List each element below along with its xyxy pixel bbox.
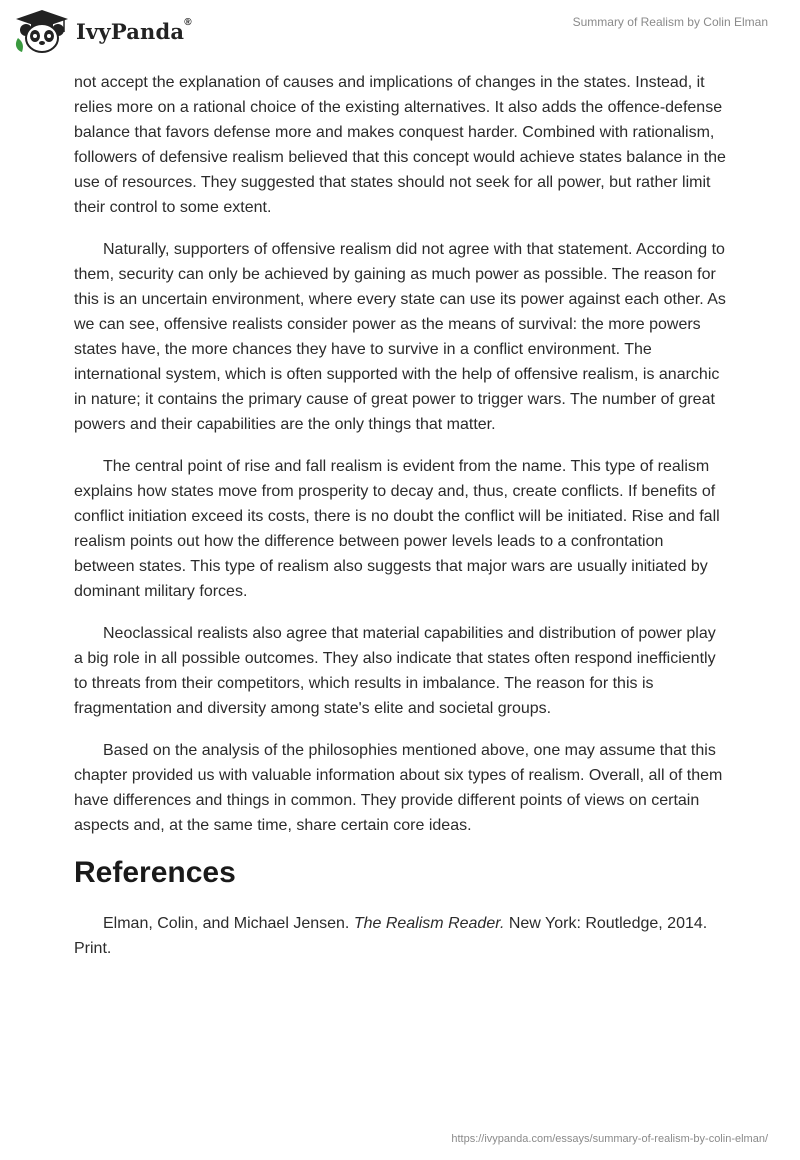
reference-authors: Elman, Colin, and Michael Jensen.	[103, 915, 350, 932]
body-paragraph: The central point of rise and fall realism is evident from the name. This type of realism explains how states move from prosperity to decay and, thus, create conflicts. If benefits of conflict initiation exceed its costs, there is no doubt the conflict will be initiated. Rise and fall realism points out how the difference between power levels leads to a confrontation between states. This type of realism also suggests that major wars are usually initiated by dominant military forces.	[74, 458, 720, 600]
references-heading: References	[74, 856, 236, 889]
source-url[interactable]: https://ivypanda.com/essays/summary-of-realism-by-colin-elman/	[451, 1133, 768, 1145]
body-paragraph: Based on the analysis of the philosophies mentioned above, one may assume that this chapter provided us with valuable information about six types of realism. Overall, all of them have differences and things in common. They provide different points of views on certain aspects and, at the same time, share certain core ideas.	[74, 742, 723, 834]
body-paragraph: Neoclassical realists also agree that material capabilities and distribution of power play a big role in all possible outcomes. They also indicate that states often respond inefficiently to threats from their competitors, which results in imbalance. The reason for this is fragmentation and diversity among state's elite and societal groups.	[74, 625, 716, 717]
essay-content	[74, 70, 726, 978]
reference-entry	[74, 911, 726, 961]
panda-mascot-icon	[14, 8, 70, 54]
document-title: Summary of Realism by Colin Elman	[572, 15, 768, 29]
reference-title: The Realism Reader.	[353, 915, 505, 932]
page-header	[0, 0, 800, 62]
reference-publisher: New York: Routledge, 2014. Print.	[74, 915, 708, 957]
body-paragraph: not accept the explanation of causes and implications of changes in the states. Instead, it relies more on a rational choice of the existing alternatives. It also adds the offence-defense balance that favors defense more and makes conquest harder. Combined with rationalism, followers of defensive realism believed that this concept would achieve states balance in the use of resources. They suggested that states should not seek for all power, but rather limit their control to some extent.	[74, 74, 726, 216]
brand-logo[interactable]	[14, 8, 192, 54]
brand-name: IvyPanda®	[76, 16, 192, 44]
body-paragraph: Naturally, supporters of offensive realism did not agree with that statement. According to them, security can only be achieved by gaining as much power as possible. The reason for this is an uncertain environment, where every state can use its power against each other. As we can see, offensive realists consider power as the means of survival: the more powers states have, the more chances they have to survive in a conflict environment. The international system, which is often supported with the help of offensive realism, is anarchic in nature; it contains the primary cause of great power to trigger wars. The number of great powers and their capabilities are the only things that matter.	[74, 241, 726, 433]
